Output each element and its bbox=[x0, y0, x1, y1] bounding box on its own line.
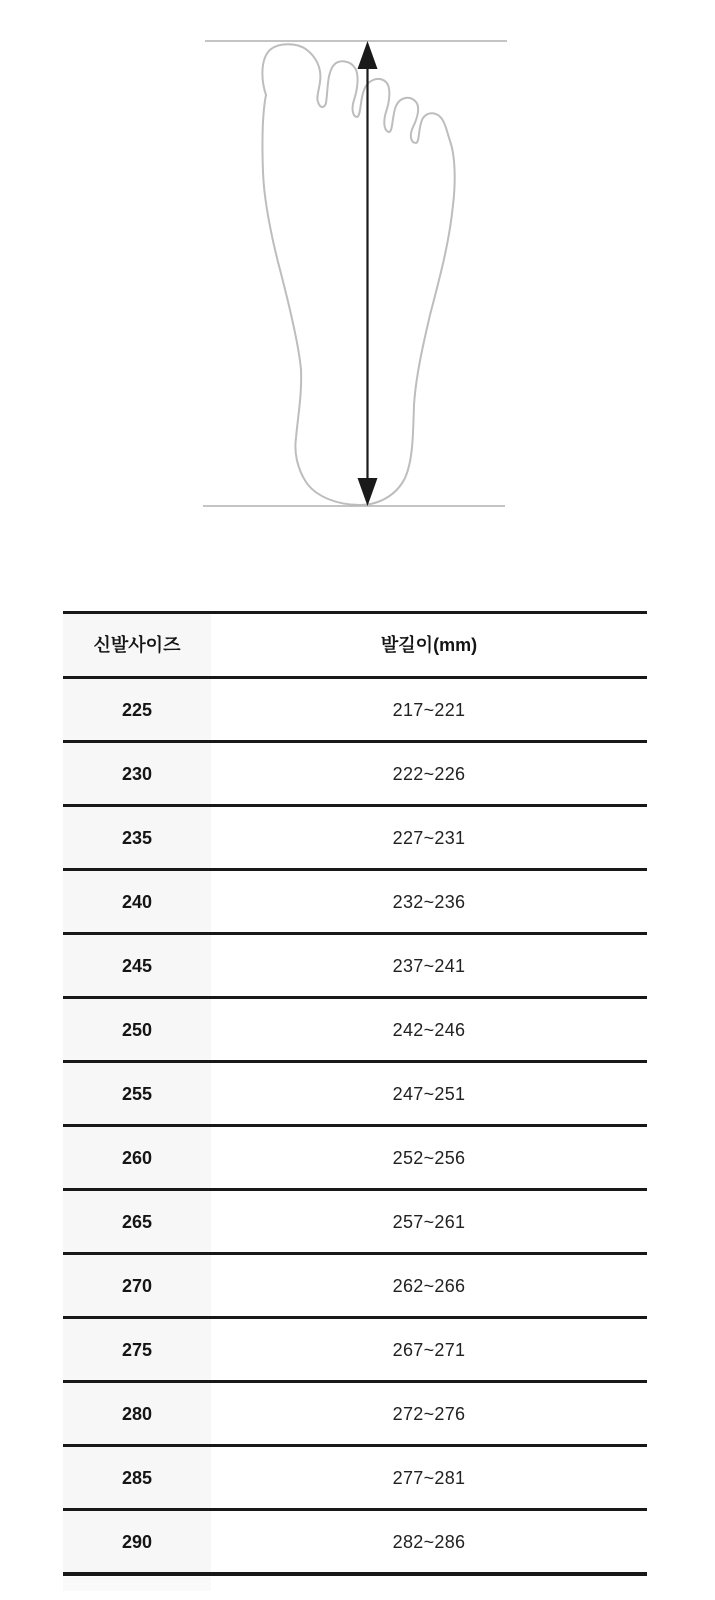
table-row bbox=[63, 1382, 647, 1446]
length-cell: 272~276 bbox=[392, 1403, 466, 1424]
length-cell: 262~266 bbox=[392, 1275, 466, 1296]
length-cell: 282~286 bbox=[392, 1531, 466, 1552]
size-chart-table bbox=[63, 611, 647, 1576]
foot-outline bbox=[262, 44, 454, 505]
size-cell: 285 bbox=[63, 1446, 211, 1510]
size-cell: 270 bbox=[63, 1254, 211, 1318]
table-row bbox=[63, 742, 647, 806]
size-cell: 280 bbox=[63, 1382, 211, 1446]
length-cell: 257~261 bbox=[392, 1211, 466, 1232]
size-cell: 250 bbox=[63, 998, 211, 1062]
table-row bbox=[63, 998, 647, 1062]
size-cell: 230 bbox=[63, 742, 211, 806]
length-column-header: 발길이(mm) bbox=[380, 635, 478, 655]
size-chart-body bbox=[63, 678, 647, 1575]
table-row bbox=[63, 1190, 647, 1254]
length-cell: 267~271 bbox=[392, 1339, 466, 1360]
length-cell: 232~236 bbox=[392, 891, 466, 912]
table-row bbox=[63, 870, 647, 934]
length-cell: 222~226 bbox=[392, 763, 466, 784]
table-row bbox=[63, 934, 647, 998]
length-cell: 227~231 bbox=[392, 827, 466, 848]
size-cell: 245 bbox=[63, 934, 211, 998]
size-column-header: 신발사이즈 bbox=[63, 613, 211, 678]
size-cell: 255 bbox=[63, 1062, 211, 1126]
table-row bbox=[63, 1254, 647, 1318]
length-cell: 247~251 bbox=[392, 1083, 466, 1104]
table-row bbox=[63, 1510, 647, 1575]
foot-outline-illustration bbox=[0, 0, 715, 540]
size-cell: 260 bbox=[63, 1126, 211, 1190]
table-row bbox=[63, 1126, 647, 1190]
table-row bbox=[63, 1318, 647, 1382]
size-cell: 265 bbox=[63, 1190, 211, 1254]
size-cell: 225 bbox=[63, 678, 211, 742]
length-cell: 237~241 bbox=[392, 955, 466, 976]
arrow-head-up bbox=[358, 41, 378, 69]
size-cell: 240 bbox=[63, 870, 211, 934]
length-cell: 277~281 bbox=[392, 1467, 466, 1488]
foot-measurement-diagram bbox=[0, 0, 715, 540]
length-cell: 242~246 bbox=[392, 1019, 466, 1040]
table-row bbox=[63, 678, 647, 742]
table-row bbox=[63, 806, 647, 870]
size-column-bg-bleed bbox=[63, 1577, 211, 1591]
table-row bbox=[63, 1062, 647, 1126]
table-row bbox=[63, 1446, 647, 1510]
arrow-head-down bbox=[358, 478, 378, 506]
size-cell: 275 bbox=[63, 1318, 211, 1382]
size-cell: 235 bbox=[63, 806, 211, 870]
size-cell: 290 bbox=[63, 1510, 211, 1575]
length-cell: 252~256 bbox=[392, 1147, 466, 1168]
length-cell: 217~221 bbox=[392, 699, 466, 720]
table-header-row bbox=[63, 613, 647, 678]
